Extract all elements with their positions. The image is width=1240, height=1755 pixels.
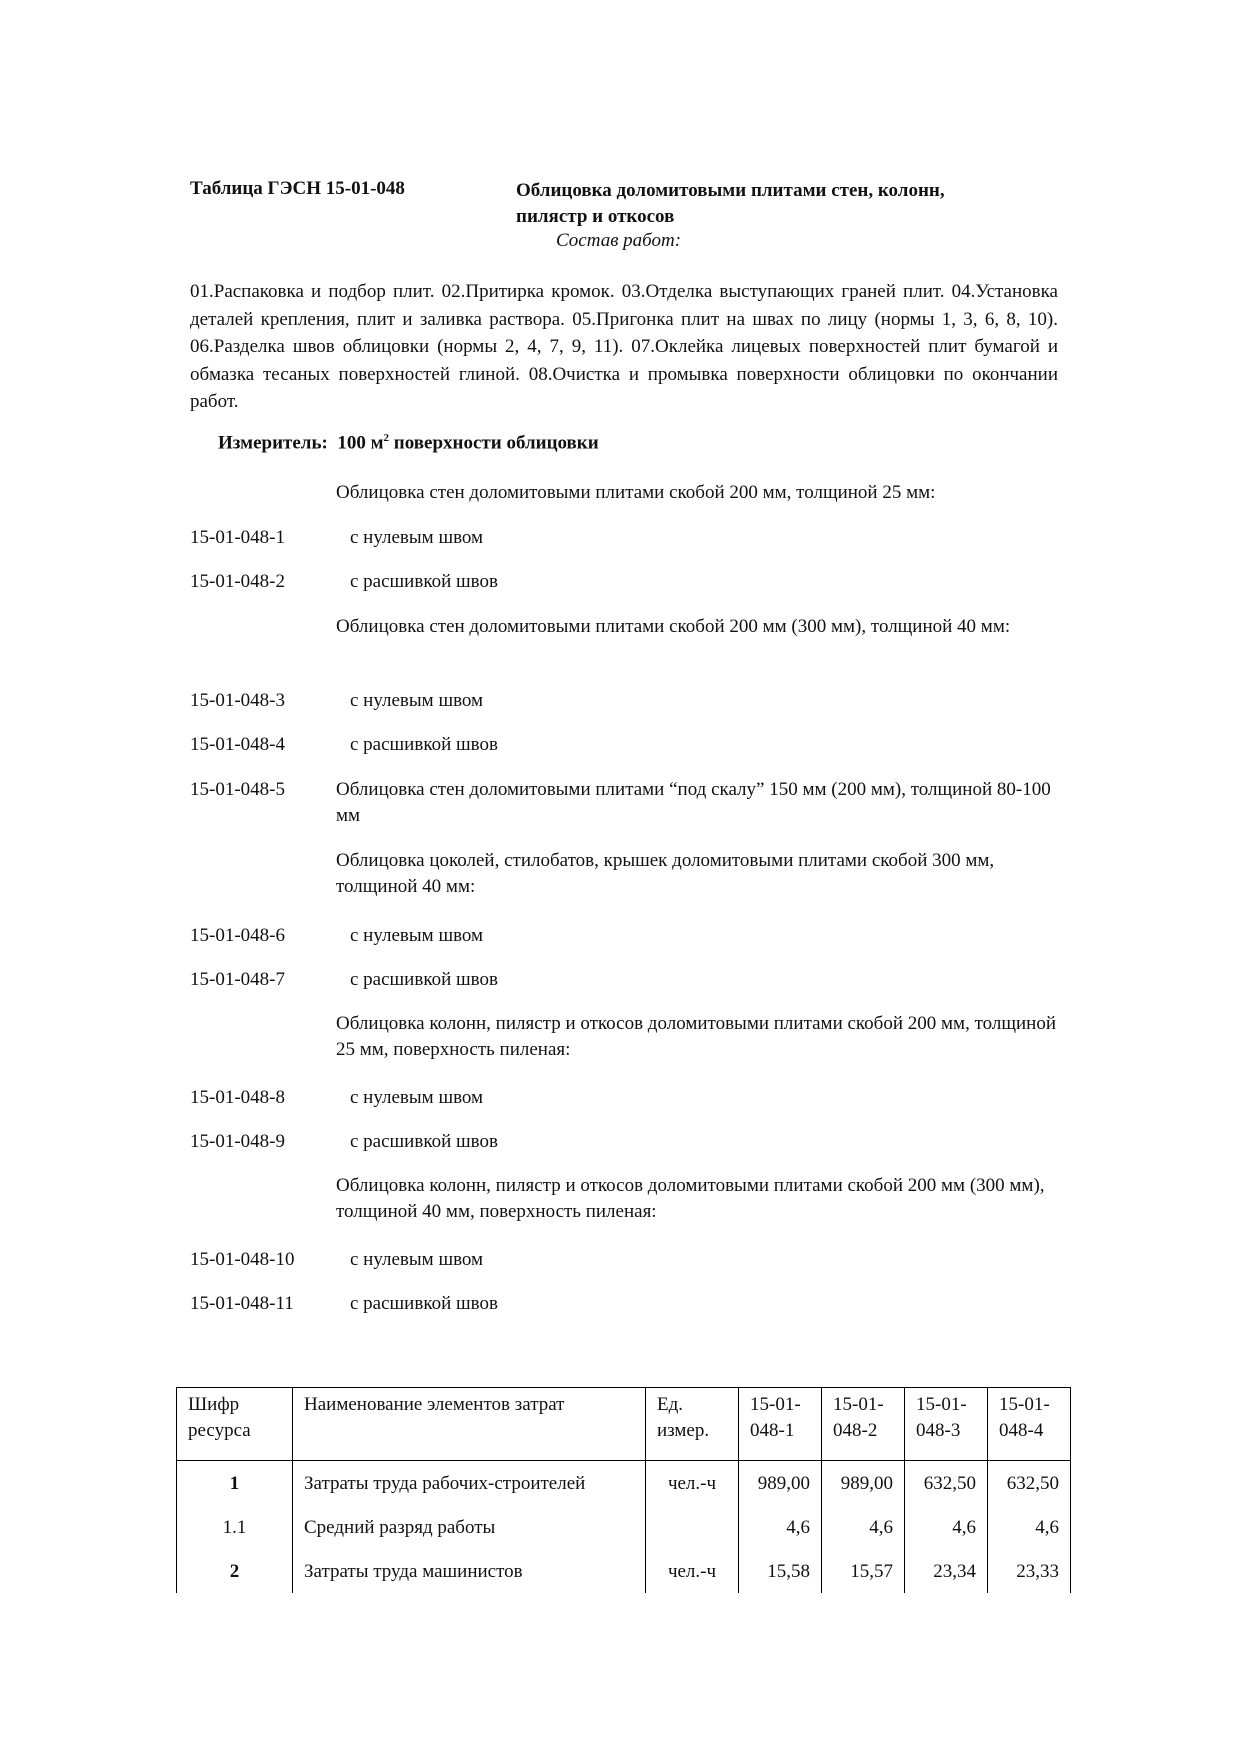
norm-description: Облицовка цоколей, стилобатов, крышек доломитовыми плитами скобой 300 мм, толщиной 40 мм: bbox=[336, 850, 995, 897]
norm-code: 15-01-048-1 bbox=[190, 527, 285, 548]
header-cell-name: Наименование элементов затрат bbox=[293, 1388, 646, 1461]
cell-value: 4,6 bbox=[905, 1505, 988, 1549]
table-row bbox=[177, 1505, 1071, 1549]
norm-description: с нулевым швом bbox=[350, 690, 484, 711]
measure-sup: 2 bbox=[383, 432, 390, 444]
cell-name: Затраты труда машинистов bbox=[293, 1549, 646, 1593]
norm-code: 15-01-048-10 bbox=[190, 1249, 295, 1270]
cell-value: 989,00 bbox=[739, 1461, 822, 1506]
cell-code: 2 bbox=[177, 1549, 293, 1593]
norm-description: с расшивкой швов bbox=[350, 1293, 498, 1314]
table-row bbox=[177, 1461, 1071, 1506]
norm-code: 15-01-048-11 bbox=[190, 1293, 294, 1314]
cell-code: 1.1 bbox=[177, 1505, 293, 1549]
norm-code: 15-01-048-8 bbox=[190, 1087, 285, 1108]
norm-code: 15-01-048-2 bbox=[190, 571, 285, 592]
norm-description: Облицовка колонн, пилястр и откосов доломитовыми плитами скобой 200 мм (300 мм), толщиной 40 мм, поверхность пиленая: bbox=[336, 1175, 1045, 1222]
measure-label: Измеритель: bbox=[218, 432, 328, 454]
table-id: Таблица ГЭСН 15-01-048 bbox=[190, 178, 405, 199]
norm-code: 15-01-048-6 bbox=[190, 925, 285, 946]
cell-name: Средний разряд работы bbox=[293, 1505, 646, 1549]
cell-value: 4,6 bbox=[822, 1505, 905, 1549]
cell-value: 4,6 bbox=[739, 1505, 822, 1549]
costs-table-header bbox=[177, 1388, 1071, 1461]
measure-rest: поверхности облицовки bbox=[389, 432, 599, 454]
costs-table bbox=[176, 1387, 1071, 1593]
header-cell-norm-3: 15-01-048-3 bbox=[905, 1388, 988, 1461]
cell-name: Затраты труда рабочих-строителей bbox=[293, 1461, 646, 1506]
norm-description: с нулевым швом bbox=[350, 1087, 484, 1108]
cell-value: 989,00 bbox=[822, 1461, 905, 1506]
norm-description: Облицовка стен доломитовыми плитами “под скалу” 150 мм (200 мм), толщиной 80-100 мм bbox=[336, 779, 1051, 826]
cell-unit: чел.-ч bbox=[646, 1461, 739, 1506]
measure-value: 100 м bbox=[337, 432, 384, 454]
norm-description: Облицовка стен доломитовыми плитами скобой 200 мм, толщиной 25 мм: bbox=[336, 482, 936, 503]
norm-description: с расшивкой швов bbox=[350, 969, 498, 990]
norm-description: Облицовка стен доломитовыми плитами скобой 200 мм (300 мм), толщиной 40 мм: bbox=[336, 616, 1011, 637]
norm-description: с расшивкой швов bbox=[350, 1131, 498, 1152]
header-cell-norm-1: 15-01-048-1 bbox=[739, 1388, 822, 1461]
header-cell-code: Шифр ресурса bbox=[177, 1388, 293, 1461]
norm-code: 15-01-048-5 bbox=[190, 779, 285, 800]
composition-label: Состав работ: bbox=[556, 230, 682, 251]
measure-unit bbox=[218, 432, 599, 454]
norm-description: с расшивкой швов bbox=[350, 734, 498, 755]
norm-description: с нулевым швом bbox=[350, 925, 484, 946]
works-composition-text: 01.Распаковка и подбор плит. 02.Притирка кромок. 03.Отделка выступающих граней плит. 04.Установка деталей крепления, плит и заливка раствора. 05.Пригонка плит на швах по лицу (нормы 1, 3, 6, 8, 10). 06.Разделка швов облицовки (нормы 2, 4, 7, 9, 11). 07.Оклейка лицевых поверхностей плит бумагой и обмазка тесаных поверхностей глиной. 08.Очистка и промывка поверхности облицовки по окончании работ. bbox=[190, 281, 1058, 412]
norm-code: 15-01-048-3 bbox=[190, 690, 285, 711]
cell-unit: чел.-ч bbox=[646, 1549, 739, 1593]
header-cell-norm-4: 15-01-048-4 bbox=[988, 1388, 1071, 1461]
cell-value: 15,58 bbox=[739, 1549, 822, 1593]
norm-code: 15-01-048-7 bbox=[190, 969, 285, 990]
table-row bbox=[177, 1549, 1071, 1593]
header-cell-unit: Ед. измер. bbox=[646, 1388, 739, 1461]
cell-value: 632,50 bbox=[905, 1461, 988, 1506]
norm-description: Облицовка колонн, пилястр и откосов доломитовыми плитами скобой 200 мм, толщиной 25 мм, поверхность пиленая: bbox=[336, 1013, 1056, 1060]
norm-code: 15-01-048-4 bbox=[190, 734, 285, 755]
cell-value: 23,33 bbox=[988, 1549, 1071, 1593]
norm-description: с нулевым швом bbox=[350, 1249, 484, 1270]
norm-description: с расшивкой швов bbox=[350, 571, 498, 592]
cell-value: 15,57 bbox=[822, 1549, 905, 1593]
cell-value: 4,6 bbox=[988, 1505, 1071, 1549]
norm-description: с нулевым швом bbox=[350, 527, 484, 548]
cell-unit bbox=[646, 1505, 739, 1549]
cell-code: 1 bbox=[177, 1461, 293, 1506]
table-title: Облицовка доломитовыми плитами стен, колонн, пилястр и откосов bbox=[516, 180, 945, 227]
norm-code: 15-01-048-9 bbox=[190, 1131, 285, 1152]
header-cell-norm-2: 15-01-048-2 bbox=[822, 1388, 905, 1461]
cell-value: 23,34 bbox=[905, 1549, 988, 1593]
cell-value: 632,50 bbox=[988, 1461, 1071, 1506]
